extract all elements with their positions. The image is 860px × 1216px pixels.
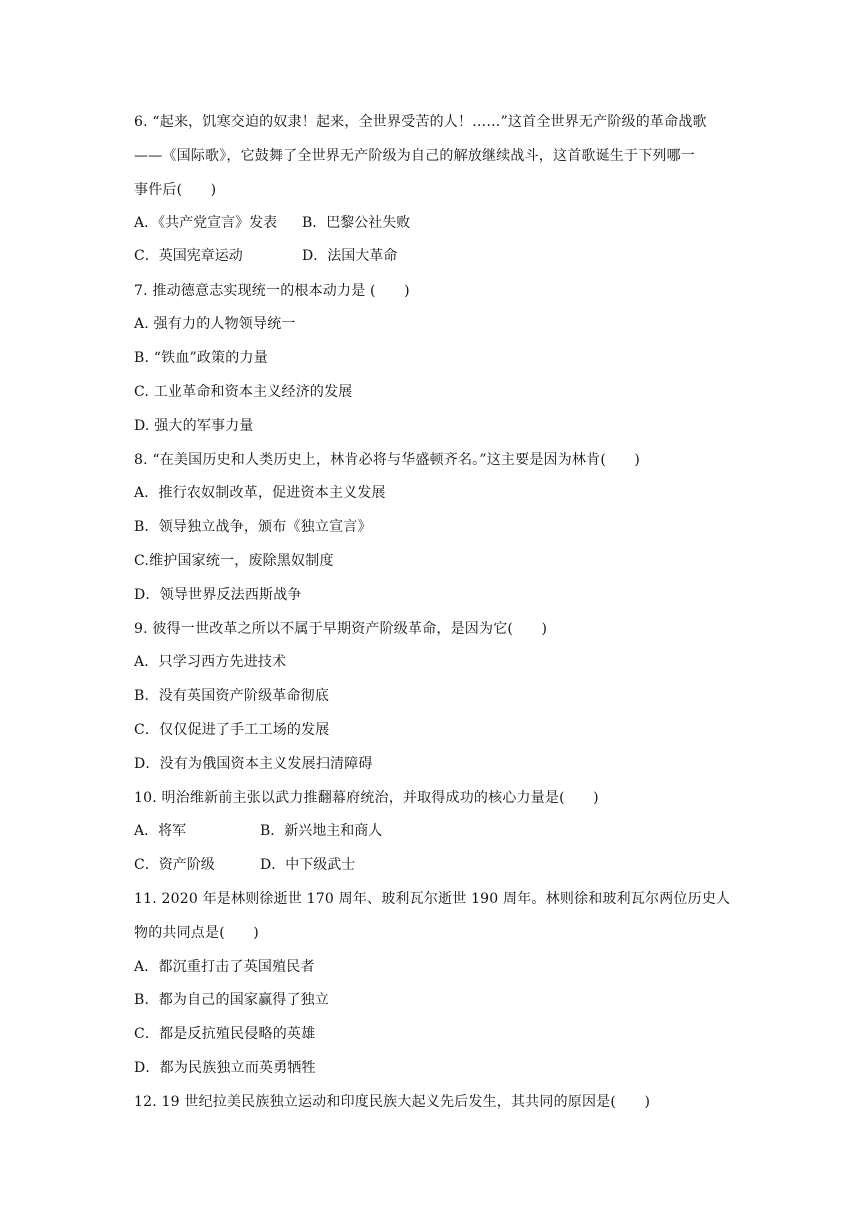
question-10-option-a: A．将军 <box>134 823 187 839</box>
question-9-option-a: A．只学习西方先进技术 <box>134 654 287 670</box>
question-10-option-c: C．资产阶级 <box>134 857 215 873</box>
question-6-option-b: B．巴黎公社失败 <box>302 215 411 231</box>
question-9-option-d: D．没有为俄国资本主义发展扫清障碍 <box>134 756 373 772</box>
question-6-stem-line-2: ——《国际歌》，它鼓舞了全世界无产阶级为自己的解放继续战斗，这首歌诞生于下列哪一 <box>134 148 695 164</box>
question-6-options-row-1 <box>134 213 410 233</box>
question-6-stem-line-1: 6. “起来，饥寒交迫的奴隶！起来，全世界受苦的人！……”这首全世界无产阶级的革命战歌 <box>134 114 707 130</box>
question-10-option-b: B．新兴地主和商人 <box>260 823 383 839</box>
question-11-option-c: C．都是反抗殖民侵略的英雄 <box>134 1026 316 1042</box>
question-11-option-b: B．都为自己的国家赢得了独立 <box>134 992 330 1008</box>
question-7-option-b: B. “铁血”政策的力量 <box>134 350 268 366</box>
question-10-option-d: D．中下级武士 <box>260 857 356 873</box>
question-8-option-a: A．推行农奴制改革，促进资本主义发展 <box>134 485 386 501</box>
question-12-stem: 12. 19 世纪拉美民族独立运动和印度民族大起义先后发生，其共同的原因是( ) <box>134 1094 651 1110</box>
question-11-option-a: A．都沉重打击了英国殖民者 <box>134 959 315 975</box>
question-8-option-d: D．领导世界反法西斯战争 <box>134 587 302 603</box>
question-7-option-a: A. 强有力的人物领导统一 <box>134 316 296 332</box>
question-6-option-a: A．《共产党宣言》发表 <box>134 215 278 231</box>
question-7-stem: 7. 推动德意志实现统一的根本动力是 ( ) <box>134 283 410 299</box>
question-7-option-d: D. 强大的军事力量 <box>134 418 254 434</box>
question-9-stem: 9. 彼得一世改革之所以不属于早期资产阶级革命，是因为它( ) <box>134 621 548 637</box>
question-10-stem: 10. 明治维新前主张以武力推翻幕府统治，并取得成功的核心力量是( ) <box>134 790 599 806</box>
question-11-stem-line-2: 物的共同点是( ) <box>134 925 259 941</box>
question-8-option-b: B．领导独立战争，颁布《独立宣言》 <box>134 519 372 535</box>
question-6-options-row-2 <box>134 246 397 266</box>
question-9-option-c: C．仅仅促进了手工工场的发展 <box>134 722 330 738</box>
question-11-stem-line-1: 11. 2020 年是林则徐逝世 170 周年、玻利瓦尔逝世 190 周年。林则徐和玻利瓦尔两位历史人 <box>134 891 731 907</box>
question-9-option-b: B．没有英国资产阶级革命彻底 <box>134 688 330 704</box>
question-6-option-d: D．法国大革命 <box>302 248 398 264</box>
question-6-stem-line-3: 事件后( ) <box>134 182 217 198</box>
question-7-option-c: C. 工业革命和资本主义经济的发展 <box>134 384 353 400</box>
question-11-option-d: D．都为民族独立而英勇牺牲 <box>134 1060 316 1076</box>
question-10-options-row-2 <box>134 855 355 875</box>
question-8-option-c: C.维护国家统一，废除黑奴制度 <box>134 553 334 569</box>
question-10-options-row-1 <box>134 821 382 841</box>
question-6-option-c: C．英国宪章运动 <box>134 248 243 264</box>
question-8-stem: 8. “在美国历史和人类历史上，林肯必将与华盛顿齐名。”这主要是因为林肯( ) <box>134 452 641 468</box>
